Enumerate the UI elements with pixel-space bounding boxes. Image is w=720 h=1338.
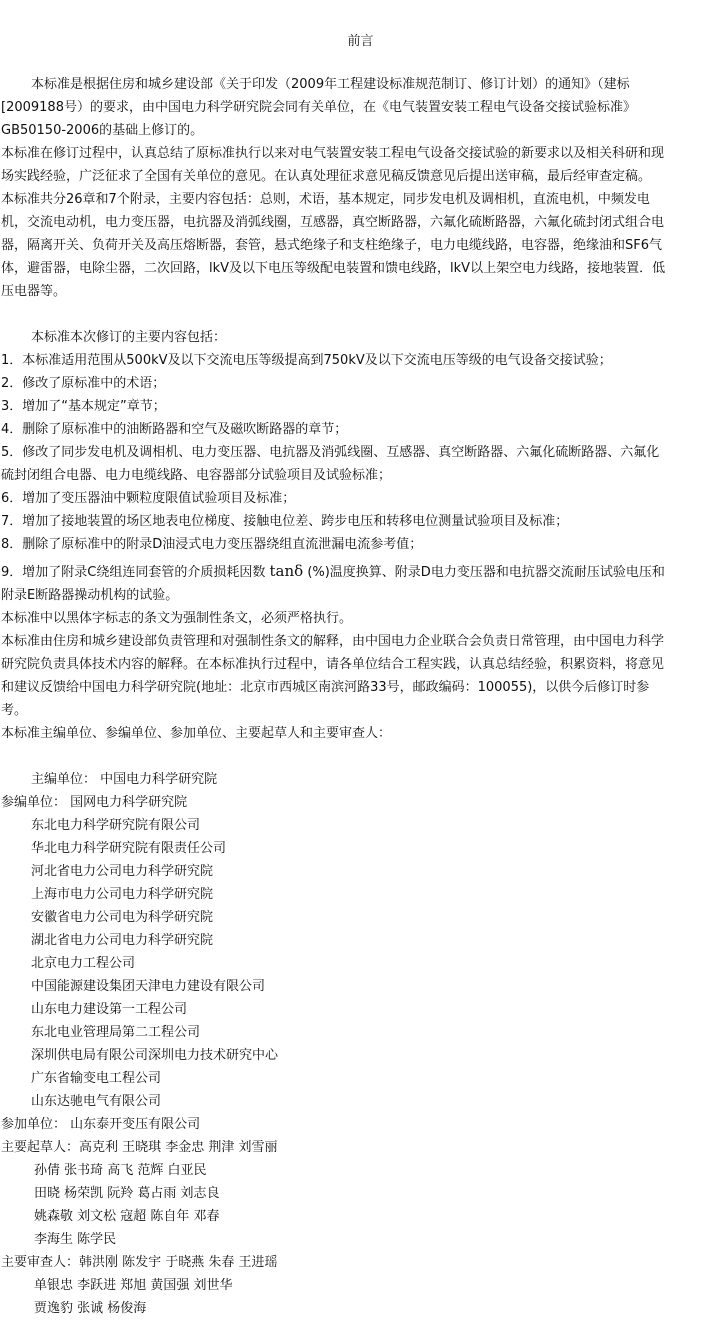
list-item-continuation: 硫封闭组合电器、电力电缆线路、电容器部分试验项目及试验标准； bbox=[1, 468, 392, 483]
list-item: 1．本标准适用范围从500kV及以下交流电压等级提高到750kV及以下交流电压等级的电气设备交接试验； bbox=[1, 353, 612, 368]
paragraph-line: [2009188号）的要求，由中国电力科学研究院会同有关单位，在《电气装置安装工程电气设备交接试验标准》 bbox=[1, 100, 636, 115]
list-item-continuation: 附录E断路器操动机构的试验。 bbox=[1, 588, 179, 603]
page-title: 前言 bbox=[347, 34, 374, 49]
paragraph-line: 器，隔离开关、负荷开关及高压熔断器，套管，悬式绝缘子和支柱绝缘子，电力电缆线路，电容器，绝缘油和SF6气 bbox=[1, 238, 663, 253]
drafters-label: 主要起草人：高克利 王晓琪 李金忠 荆津 刘雪丽 bbox=[1, 1140, 278, 1155]
list-item: 6．增加了变压器油中颗粒度限值试验项目及标准； bbox=[1, 491, 296, 506]
list-item: 5．修改了同步发电机及调相机、电力变压器、电抗器及消弧线圈、互感器、真空断路器、六氟化硫断路器、六氟化 bbox=[1, 445, 660, 460]
paragraph-line: 场实践经验，广泛征求了全国有关单位的意见。在认真处理征求意见稿反馈意见后提出送审稿，最后经审查定稿。 bbox=[1, 169, 652, 184]
paragraph-line: 体，避雷器，电除尘器，二次回路，lkV及以下电压等级配电装置和馈电线路，lkV以上架空电力线路，接地装置．低 bbox=[1, 261, 666, 276]
list-item: 3．增加了“基本规定”章节； bbox=[1, 399, 166, 414]
paragraph-line: 研究院负责具体技术内容的解释。在本标准执行过程中，请各单位结合工程实践，认真总结经验，积累资料，将意见 bbox=[1, 657, 665, 672]
co-unit: 河北省电力公司电力科学研究院 bbox=[31, 864, 214, 879]
list-item: 8．删除了原标准中的附录D油浸式电力变压器绕组直流泄漏电流参考值； bbox=[1, 537, 423, 552]
reviewers-line: 贾逸豹 张诚 杨俊海 bbox=[34, 1301, 147, 1316]
co-unit: 上海市电力公司电力科学研究院 bbox=[31, 887, 214, 902]
drafters-line: 李海生 陈学民 bbox=[34, 1232, 117, 1247]
co-unit: 东北电业管理局第二工程公司 bbox=[31, 1025, 201, 1040]
paragraph-line: 考。 bbox=[1, 703, 28, 718]
item9-text-after: (%)温度换算、附录D电力变压器和电抗器交流耐压试验电压和 bbox=[307, 565, 665, 580]
co-unit: 安徽省电力公司电为科学研究院 bbox=[31, 910, 214, 925]
paragraph-line: 本标准主编单位、参编单位、参加单位、主要起草人和主要审查人： bbox=[1, 726, 392, 741]
participant-unit: 参加单位： 山东泰开变压有限公司 bbox=[1, 1117, 201, 1132]
paragraph-line: 本标准共分26章和7个附录，主要内容包括：总则，术语，基本规定，同步发电机及调相机，直流电机，中频发电 bbox=[1, 192, 650, 207]
drafters-line: 田晓 杨荣凯 阮羚 葛占雨 刘志良 bbox=[34, 1186, 220, 1201]
drafters-line: 姚森敬 刘文松 寇超 陈自年 邓春 bbox=[34, 1209, 220, 1224]
co-unit: 华北电力科学研究院有限责任公司 bbox=[31, 841, 227, 856]
co-unit: 中国能源建设集团天津电力建设有限公司 bbox=[31, 979, 266, 994]
co-unit: 山东达驰电气有限公司 bbox=[31, 1094, 162, 1109]
list-item bbox=[1, 560, 720, 584]
chief-unit: 主编单位： 中国电力科学研究院 bbox=[31, 772, 218, 787]
drafters-line: 孙倩 张书琦 高飞 范辉 白亚民 bbox=[34, 1163, 207, 1178]
paragraph-line: 压电器等。 bbox=[1, 284, 67, 299]
co-unit: 广东省输变电工程公司 bbox=[31, 1071, 162, 1086]
tan-delta-symbol: tanδ bbox=[269, 562, 304, 580]
paragraph-line: 本标准在修订过程中，认真总结了原标准执行以来对电气装置安装工程电气设备交接试验的新要求以及相关科研和现 bbox=[1, 146, 665, 161]
co-unit: 山东电力建设第一工程公司 bbox=[31, 1002, 188, 1017]
co-unit: 湖北省电力公司电力科学研究院 bbox=[31, 933, 214, 948]
co-unit: 北京电力工程公司 bbox=[31, 956, 136, 971]
item9-text-before: 9．增加了附录C绕组连同套管的介质损耗因数 bbox=[1, 565, 266, 580]
list-item: 4．删除了原标准中的油断路器和空气及磁吹断路器的章节； bbox=[1, 422, 348, 437]
paragraph-line: GB50150-2006的基础上修订的。 bbox=[1, 123, 204, 138]
reviewers-line: 单银忠 李跃进 郑旭 黄国强 刘世华 bbox=[34, 1278, 233, 1293]
paragraph-line: 本标准中以黑体字标志的条文为强制性条文，必须严格执行。 bbox=[1, 611, 353, 626]
paragraph-line: 机，交流电动机，电力变压器，电抗器及消弧线圈，互感器，真空断路器，六氟化硫断路器，六氟化硫封闭式组合电 bbox=[1, 215, 665, 230]
paragraph-line: 本标准由住房和城乡建设部负责管理和对强制性条文的解释，由中国电力企业联合会负责日常管理，由中国电力科学 bbox=[1, 634, 665, 649]
paragraph-line: 本标准是根据住房和城乡建设部《关于印发（2009年工程建设标准规范制订、修订计划）的通知》（建标 bbox=[31, 77, 630, 92]
list-item: 2．修改了原标准中的术语； bbox=[1, 376, 166, 391]
list-item: 7．增加了接地装置的场区地表电位梯度、接触电位差、跨步电压和转移电位测量试验项目及标准； bbox=[1, 514, 569, 529]
section-intro: 本标准本次修订的主要内容包括： bbox=[31, 330, 227, 345]
paragraph-line: 和建议反馈给中国电力科学研究院(地址：北京市西城区南滨河路33号，邮政编码：100055)，以供今后修订时参 bbox=[1, 680, 650, 695]
co-unit: 深圳供电局有限公司深圳电力技术研究中心 bbox=[31, 1048, 279, 1063]
reviewers-label: 主要审查人：韩洪刚 陈发宇 于晓燕 朱春 王进瑶 bbox=[1, 1255, 278, 1270]
co-units-label: 参编单位： 国网电力科学研究院 bbox=[1, 795, 188, 810]
co-unit: 东北电力科学研究院有限公司 bbox=[31, 818, 201, 833]
